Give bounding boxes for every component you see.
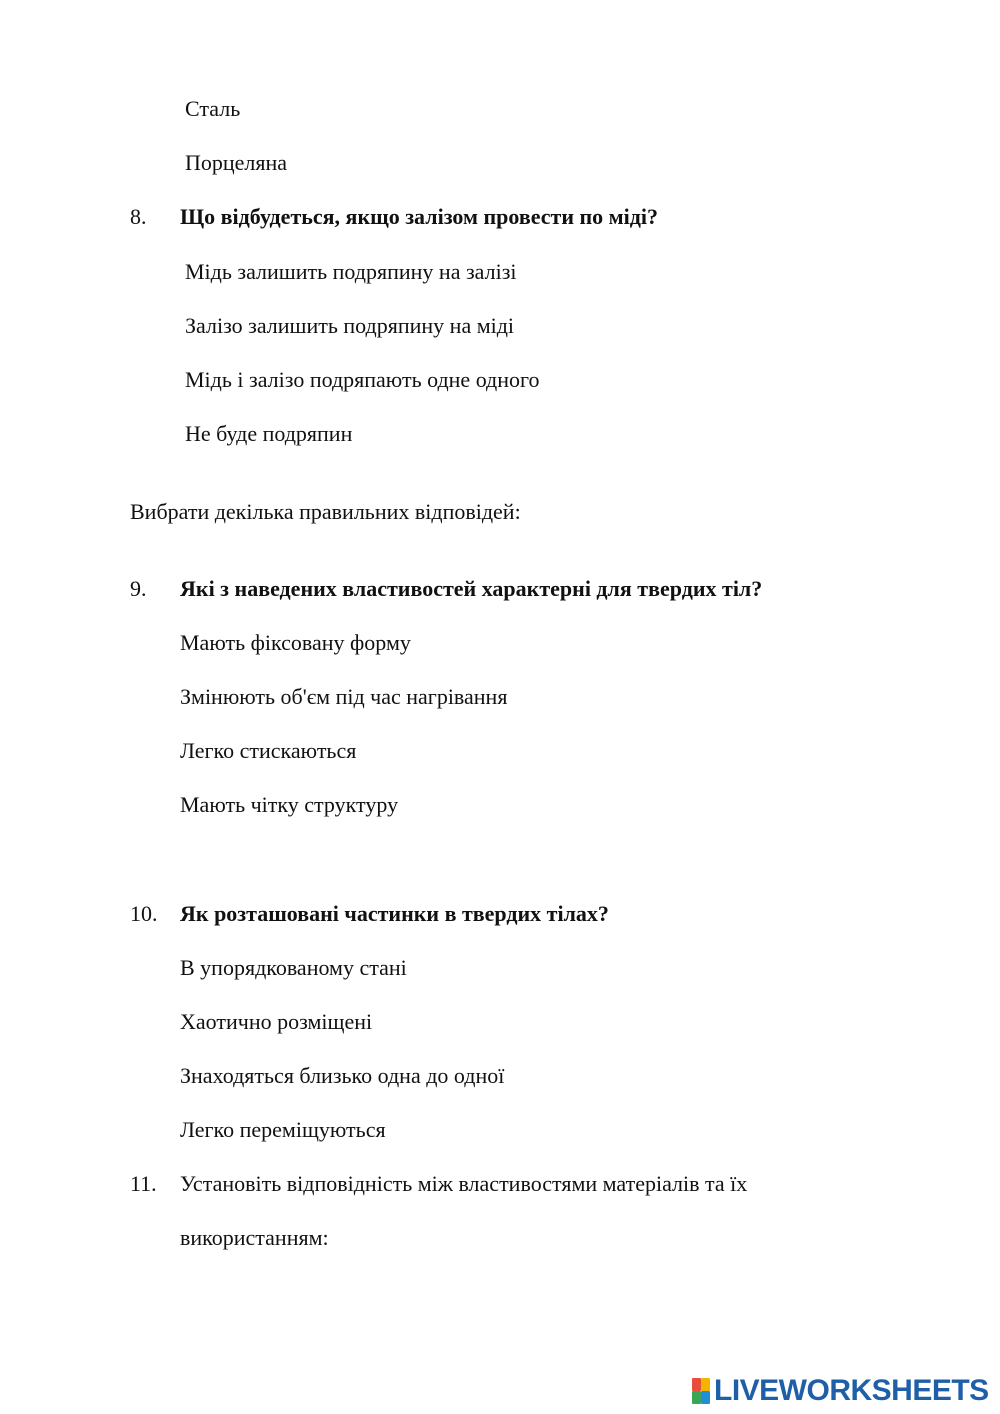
multiple-choice-instruction: Вибрати декілька правильних відповідей: [130, 499, 521, 524]
q7-option-1[interactable]: Сталь [185, 96, 241, 121]
liveworksheets-logo-icon [692, 1378, 710, 1404]
logo-tile-blue [701, 1391, 710, 1404]
q7-option-2[interactable]: Порцеляна [185, 150, 288, 175]
q10-number: 10. [130, 901, 158, 926]
q10-option-3[interactable]: Знаходяться близько одна до одної [180, 1063, 505, 1088]
q11-number: 11. [130, 1171, 157, 1196]
q11-question-line-1: Установіть відповідність між властивостями матеріалів та їх [180, 1171, 748, 1196]
q10-option-2[interactable]: Хаотично розміщені [180, 1009, 373, 1034]
logo-tile-yellow [701, 1378, 710, 1391]
q8-question: Що відбудеться, якщо залізом провести по міді? [180, 204, 659, 229]
liveworksheets-logo[interactable] [692, 1375, 989, 1407]
q8-option-4[interactable]: Не буде подряпин [185, 421, 353, 446]
q8-number: 8. [130, 204, 147, 229]
q9-question: Які з наведених властивостей характерні для твердих тіл? [180, 576, 763, 601]
logo-text: LIVEWORKSHEETS [714, 1374, 989, 1407]
q9-option-3[interactable]: Легко стискаються [180, 738, 357, 763]
q10-option-4[interactable]: Легко переміщуються [180, 1117, 386, 1142]
q11-question-line-2: використанням: [180, 1225, 329, 1250]
q8-option-1[interactable]: Мідь залишить подряпину на залізі [185, 259, 517, 284]
q9-option-1[interactable]: Мають фіксовану форму [180, 630, 411, 655]
q10-option-1[interactable]: В упорядкованому стані [180, 955, 407, 980]
q9-option-4[interactable]: Мають чітку структуру [180, 792, 399, 817]
logo-tile-green [692, 1391, 701, 1404]
q8-option-2[interactable]: Залізо залишить подряпину на міді [185, 313, 515, 338]
q9-option-2[interactable]: Змінюють об'єм під час нагрівання [180, 684, 508, 709]
q10-question: Як розташовані частинки в твердих тілах? [180, 901, 609, 926]
q8-option-3[interactable]: Мідь і залізо подряпають одне одного [185, 367, 540, 392]
q9-number: 9. [130, 576, 147, 601]
logo-tile-red [692, 1378, 701, 1391]
